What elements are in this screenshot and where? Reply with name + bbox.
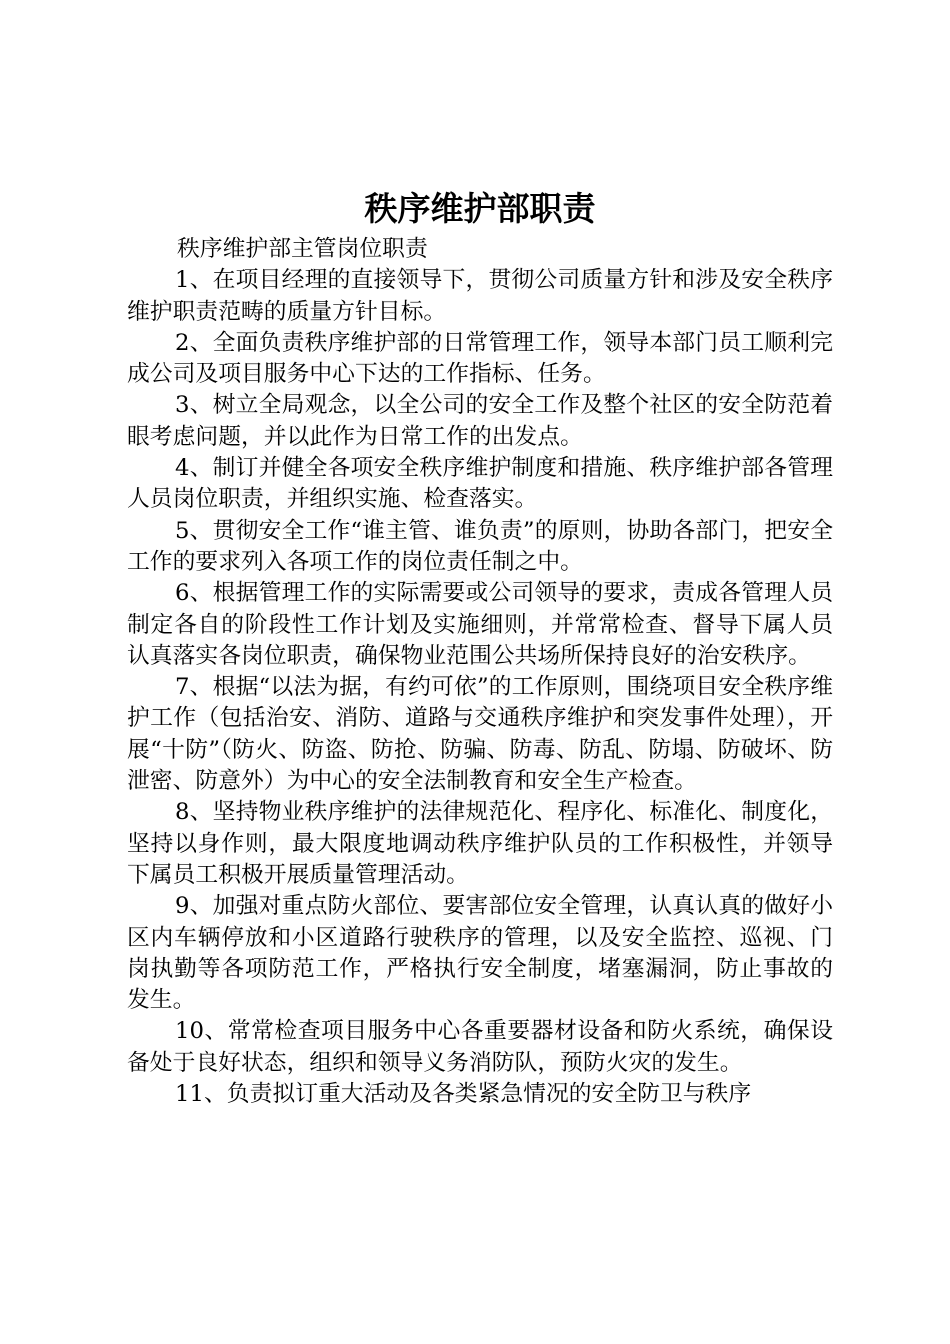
duty-item-3: 3、树立全局观念，以全公司的安全工作及整个社区的安全防范着眼考虑问题，并以此作为日常工作的出发点。 <box>127 392 833 450</box>
section-subtitle: 秩序维护部主管岗位职责 <box>177 236 428 262</box>
duty-item-10: 10、常常检查项目服务中心各重要器材设备和防火系统，确保设备处于良好状态，组织和领导义务消防队，预防火灾的发生。 <box>127 1018 833 1076</box>
duty-item-1: 1、在项目经理的直接领导下，贯彻公司质量方针和涉及安全秩序维护职责范畴的质量方针目标。 <box>127 267 833 325</box>
duty-item-9: 9、加强对重点防火部位、要害部位安全管理，认真认真的做好小区内车辆停放和小区道路行驶秩序的管理，以及安全监控、巡视、门岗执勤等各项防范工作，严格执行安全制度，堵塞漏洞，防止事故的发生。 <box>127 893 833 1014</box>
duty-item-5: 5、贯彻安全工作“谁主管、谁负责”的原则，协助各部门，把安全工作的要求列入各项工作的岗位责任制之中。 <box>127 517 833 575</box>
duty-item-11: 11、负责拟订重大活动及各类紧急情况的安全防卫与秩序 <box>175 1081 752 1108</box>
duty-item-4: 4、制订并健全各项安全秩序维护制度和措施、秩序维护部各管理人员岗位职责，并组织实施、检查落实。 <box>127 455 833 513</box>
duty-item-2: 2、全面负责秩序维护部的日常管理工作，领导本部门员工顺利完成公司及项目服务中心下达的工作指标、任务。 <box>127 329 833 388</box>
duty-item-6: 6、根据管理工作的实际需要或公司领导的要求，责成各管理人员制定各自的阶段性工作计划及实施细则，并常常检查、督导下属人员认真落实各岗位职责，确保物业范围公共场所保持良好的治安秩序。 <box>127 580 833 669</box>
duty-item-8: 8、坚持物业秩序维护的法律规范化、程序化、标准化、制度化，坚持以身作则，最大限度地调动秩序维护队员的工作积极性，并领导下属员工积极开展质量管理活动。 <box>127 799 833 888</box>
document-title: 秩序维护部职责 <box>364 189 596 228</box>
duty-item-7: 7、根据“以法为据，有约可依”的工作原则，围绕项目安全秩序维护工作（包括治安、消防、道路与交通秩序维护和突发事件处理），开展“十防”（防火、防盗、防抢、防骗、防毒、防乱、防塌、防破坏、防泄密、防意外）为中心的安全法制教育和安全生产检查。 <box>127 674 833 795</box>
document-body <box>127 234 833 1110</box>
